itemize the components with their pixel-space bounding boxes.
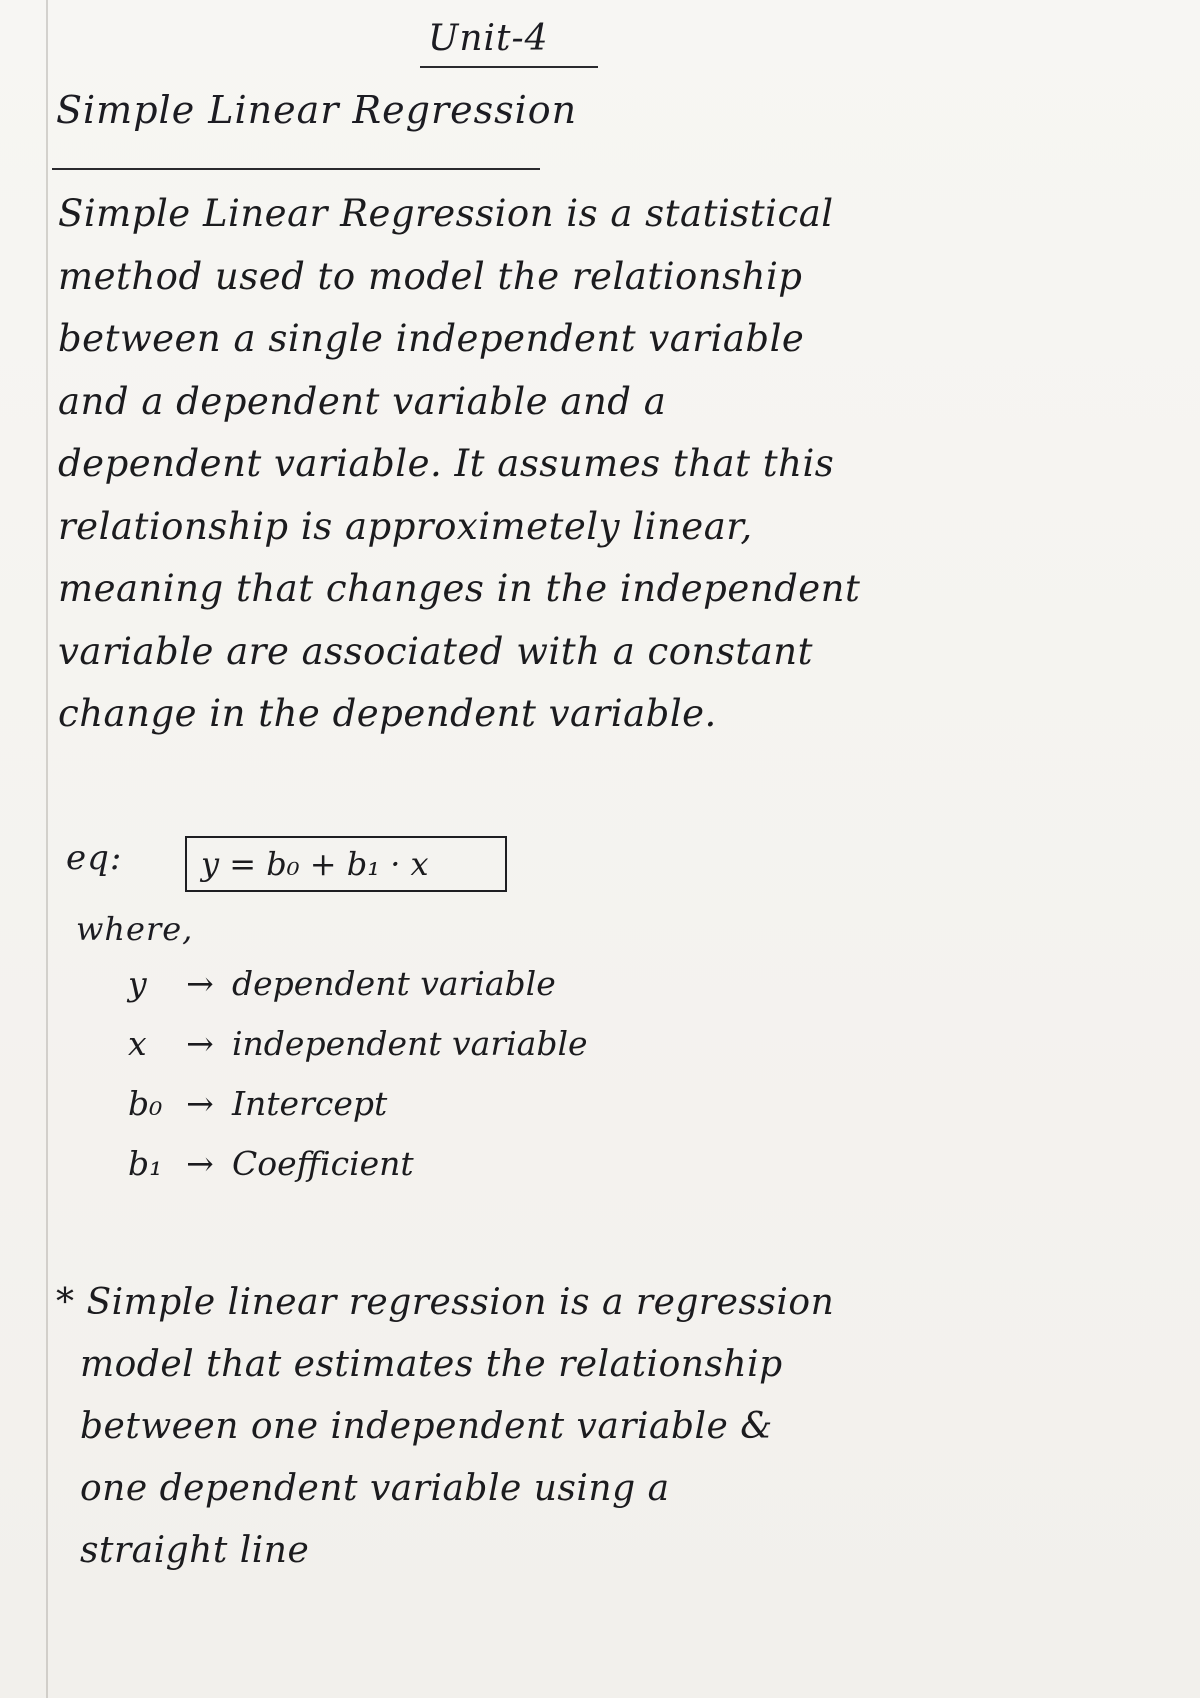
definition-symbol: y: [128, 964, 147, 1003]
paragraph-line: method used to model the relationship: [58, 254, 803, 298]
unit-heading: Unit-4: [428, 18, 549, 59]
definition-symbol: b₀: [128, 1084, 163, 1123]
paragraph-line: dependent variable. It assumes that this: [58, 442, 835, 485]
where-label: where,: [76, 910, 194, 948]
arrow-icon: →: [186, 1144, 214, 1183]
paragraph-line: change in the dependent variable.: [58, 692, 717, 735]
definition-item: [128, 1024, 588, 1084]
unit-heading-underline: [420, 66, 598, 68]
definition-meaning: Intercept: [232, 1084, 388, 1123]
summary-note: [56, 1282, 1176, 1592]
definition-item: [128, 1084, 588, 1144]
definition-symbol: b₁: [128, 1144, 163, 1183]
paragraph-line: variable are associated with a constant: [58, 629, 813, 673]
equation-label: eq:: [66, 838, 123, 878]
paragraph-line: Simple Linear Regression is a statistical: [58, 192, 834, 235]
note-line: straight line: [80, 1530, 310, 1571]
equation-box: y = b₀ + b₁ · x: [185, 836, 507, 892]
definition-paragraph: [58, 192, 1178, 755]
arrow-icon: →: [186, 1024, 214, 1063]
definition-meaning: Coefficient: [232, 1144, 414, 1183]
paragraph-line: between a single independent variable: [58, 317, 805, 360]
paragraph-line: relationship is approximetely linear,: [58, 504, 753, 548]
paragraph-line: meaning that changes in the independent: [58, 567, 861, 610]
definition-meaning: dependent variable: [232, 964, 556, 1003]
arrow-icon: →: [186, 964, 214, 1003]
page-title: Simple Linear Regression: [56, 88, 578, 132]
note-line: * Simple linear regression is a regression: [56, 1282, 835, 1323]
note-line: model that estimates the relationship: [80, 1344, 783, 1385]
definition-meaning: independent variable: [232, 1024, 588, 1063]
margin-line: [46, 0, 48, 1698]
note-line: between one independent variable &: [80, 1406, 773, 1447]
definition-symbol: x: [128, 1024, 147, 1063]
definition-item: [128, 1144, 588, 1204]
variable-definitions: [128, 964, 588, 1204]
page-title-underline: [52, 168, 540, 170]
paragraph-line: and a dependent variable and a: [58, 379, 667, 423]
note-line: one dependent variable using a: [80, 1468, 670, 1509]
arrow-icon: →: [186, 1084, 214, 1123]
definition-item: [128, 964, 588, 1024]
